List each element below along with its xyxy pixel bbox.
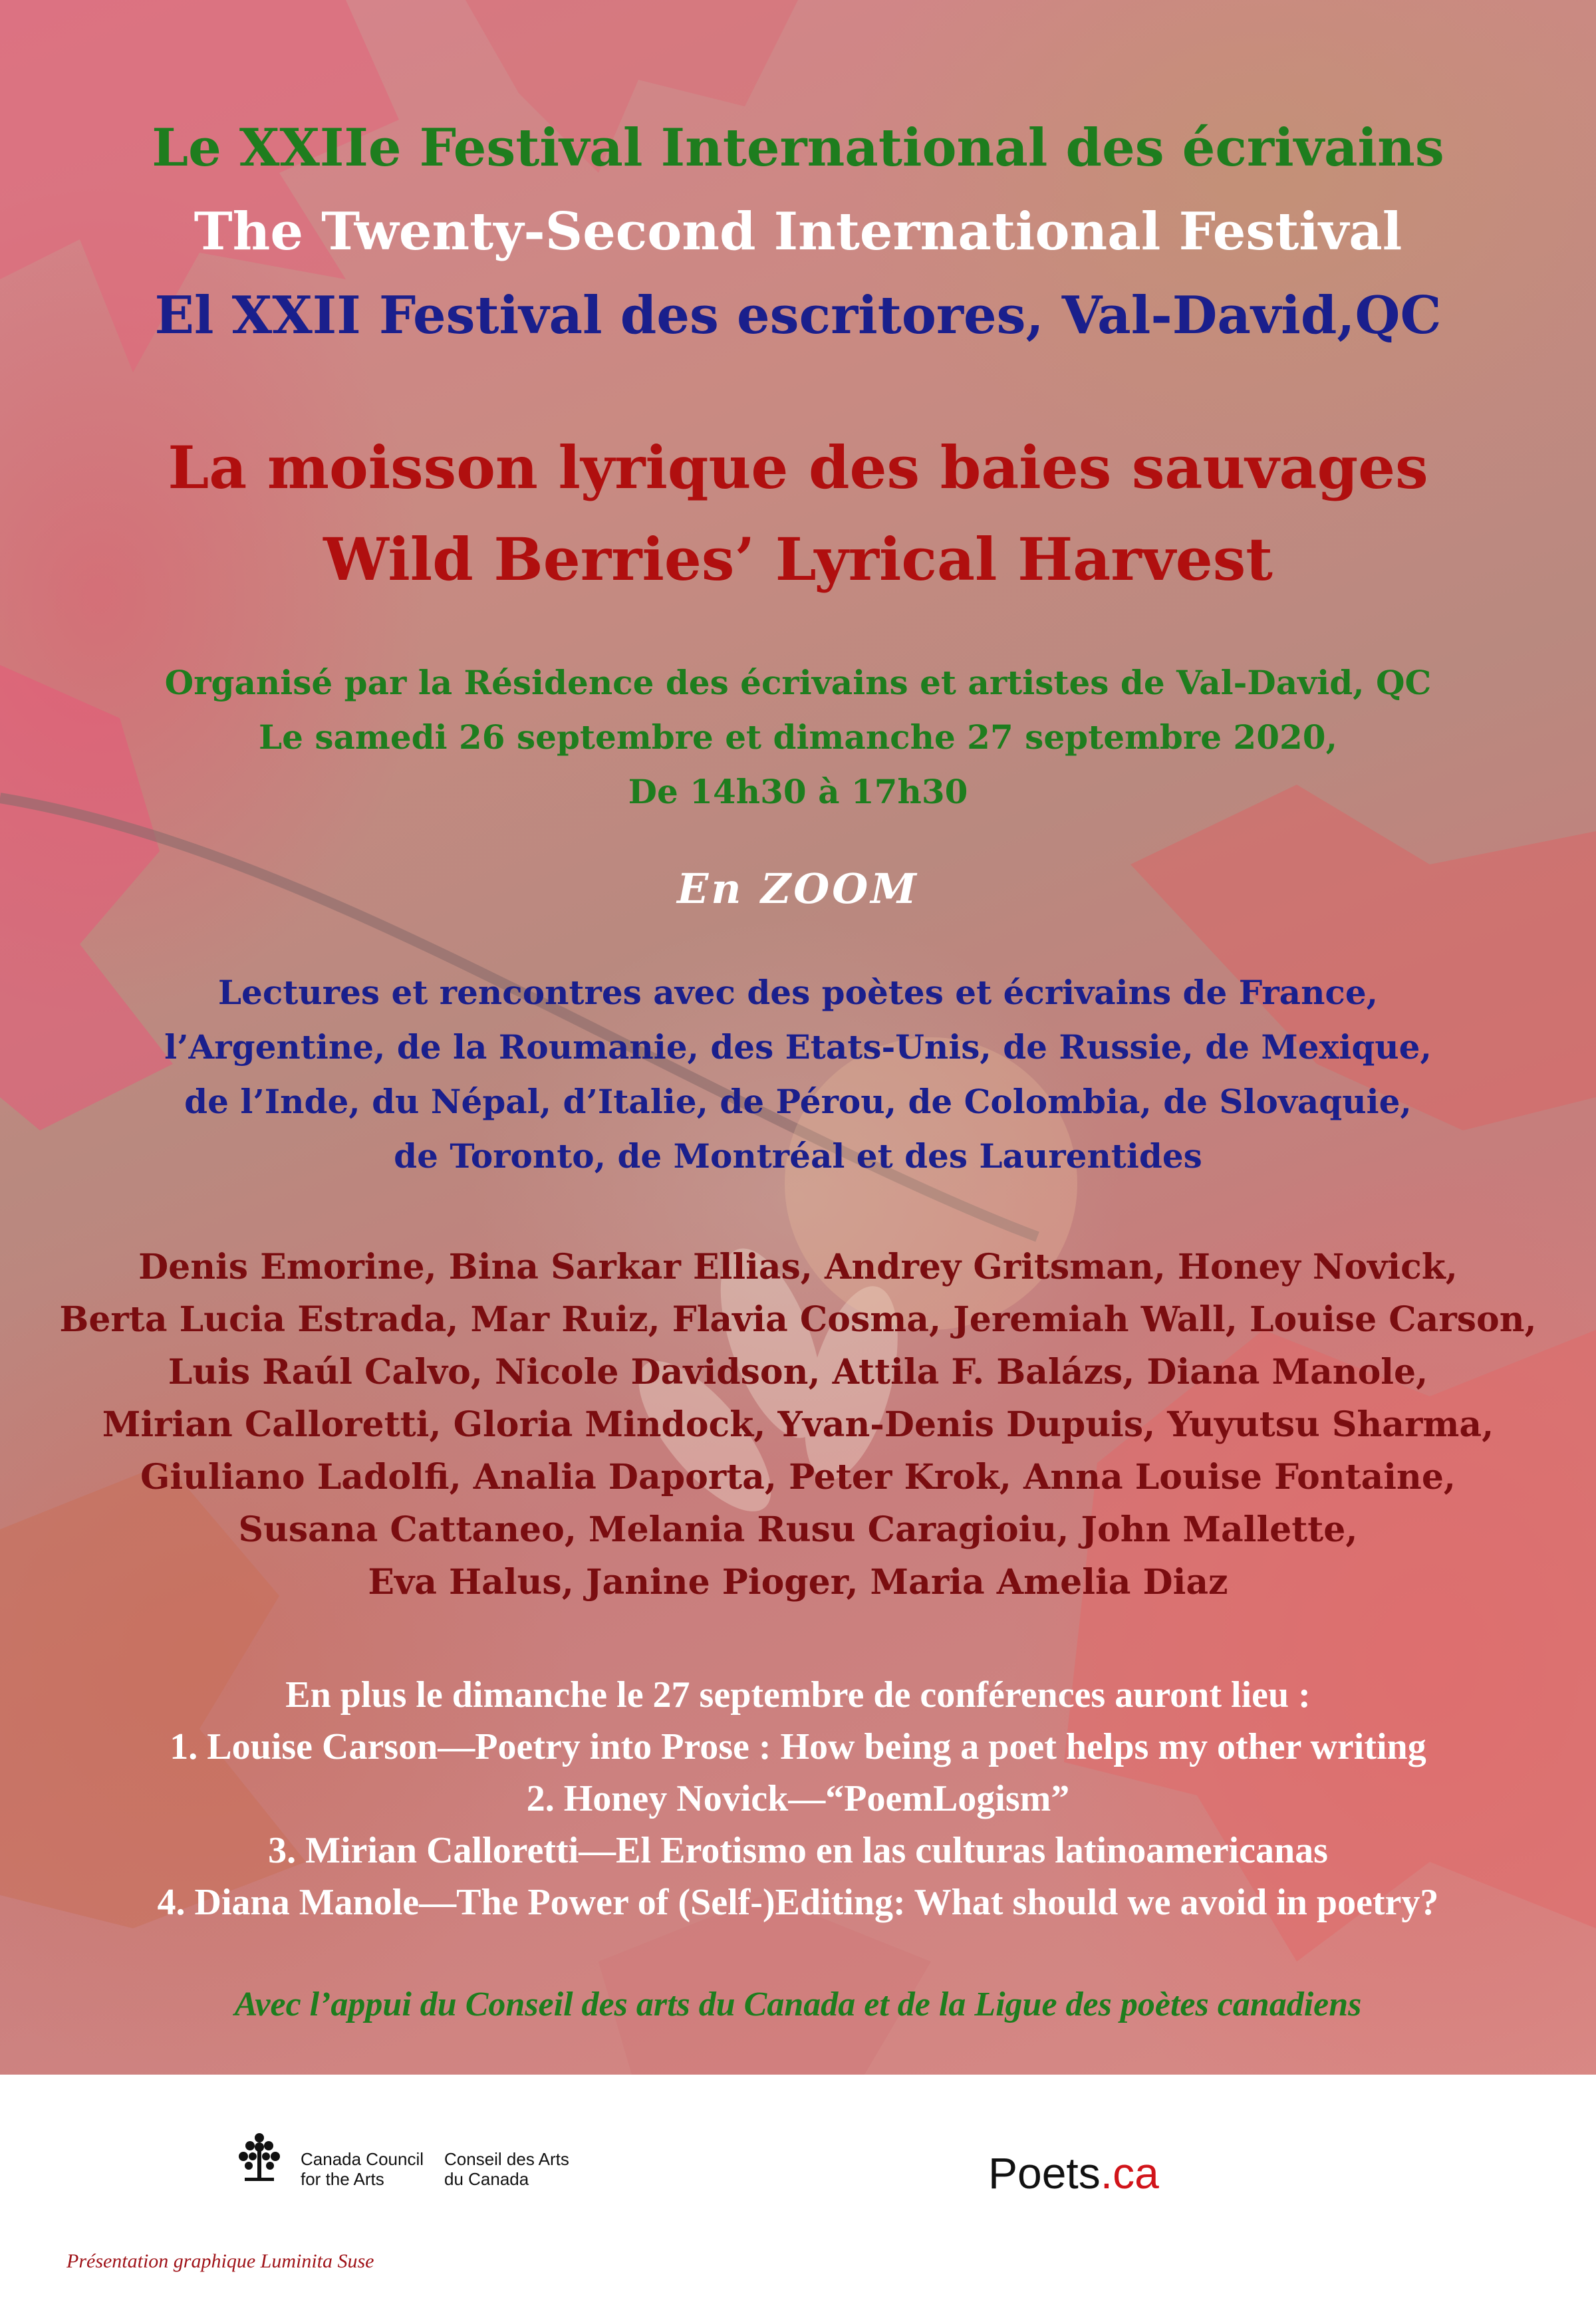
title-french: Le XXIIe Festival International des écrivains: [152, 118, 1444, 178]
support-line: Avec l’appui du Conseil des arts du Canada et de la Ligue des poètes canadiens: [234, 1986, 1362, 2023]
lecture-item: 1. Louise Carson—Poetry into Prose : How being a poet helps my other writing: [170, 1726, 1426, 1767]
countries-line: Lectures et rencontres avec des poètes et écrivains de France,: [217, 973, 1379, 1012]
theme-titles: [0, 422, 1596, 605]
countries-line: de Toronto, de Montréal et des Laurentides: [394, 1136, 1202, 1176]
theme-french: La moisson lyrique des baies sauvages: [168, 433, 1428, 502]
title-spanish: El XXII Festival des escritores, Val-David,QC: [154, 285, 1442, 346]
canada-council-tree-icon: [234, 2131, 285, 2184]
poets-ca-logo: Poets.ca: [988, 2148, 1159, 2198]
festival-titles: [0, 106, 1596, 358]
organiser-line: Organisé par la Résidence des écrivains et artistes de Val-David, QC: [164, 663, 1432, 702]
sponsors-footer: [0, 2075, 1596, 2314]
poets-list: [0, 1241, 1596, 1608]
poets-line: Berta Lucia Estrada, Mar Ruiz, Flavia Cosma, Jeremiah Wall, Louise Carson,: [59, 1299, 1537, 1340]
theme-english: Wild Berries’ Lyrical Harvest: [323, 525, 1273, 594]
lecture-item: 3. Mirian Calloretti—El Erotismo en las culturas latinoamericanas: [268, 1830, 1328, 1871]
countries-list: [0, 965, 1596, 1184]
canada-council-name-fr: Conseil des Arts du Canada: [444, 2149, 569, 2189]
zoom-label: En ZOOM: [677, 864, 919, 913]
poets-line: Giuliano Ladolfi, Analia Daporta, Peter Krok, Anna Louise Fontaine,: [140, 1457, 1456, 1497]
event-format: [0, 859, 1596, 919]
poets-line: Mirian Calloretti, Gloria Mindock, Yvan-Denis Dupuis, Yuyutsu Sharma,: [102, 1404, 1494, 1445]
lecture-item: 2. Honey Novick—“PoemLogism”: [526, 1778, 1070, 1819]
date-line: Le samedi 26 septembre et dimanche 27 septembre 2020,: [259, 717, 1337, 757]
support-note: [0, 1982, 1596, 2028]
canada-council-name-en: Canada Council for the Arts: [301, 2149, 424, 2189]
graphic-design-credit: Présentation graphique Luminita Suse: [66, 2250, 374, 2272]
poets-line: Susana Cattaneo, Melania Rusu Caragioiu, John Mallette,: [238, 1509, 1358, 1550]
organisation-info: [0, 656, 1596, 819]
time-line: De 14h30 à 17h30: [628, 772, 968, 811]
countries-line: de l’Inde, du Népal, d’Italie, de Pérou, de Colombia, de Slovaquie,: [184, 1082, 1412, 1121]
poets-line: Luis Raúl Calvo, Nicole Davidson, Attila F. Balázs, Diana Manole,: [168, 1352, 1428, 1392]
poets-line: Eva Halus, Janine Pioger, Maria Amelia Diaz: [368, 1562, 1228, 1603]
lecture-item: 4. Diana Manole—The Power of (Self-)Editing: What should we avoid in poetry?: [157, 1882, 1439, 1923]
lectures-program: [0, 1669, 1596, 1928]
countries-line: l’Argentine, de la Roumanie, des Etats-Unis, de Russie, de Mexique,: [164, 1027, 1432, 1067]
lectures-intro: En plus le dimanche le 27 septembre de conférences auront lieu :: [285, 1674, 1311, 1716]
poets-line: Denis Emorine, Bina Sarkar Ellias, Andrey Gritsman, Honey Novick,: [138, 1247, 1458, 1287]
title-english: The Twenty-Second International Festival: [194, 201, 1402, 262]
